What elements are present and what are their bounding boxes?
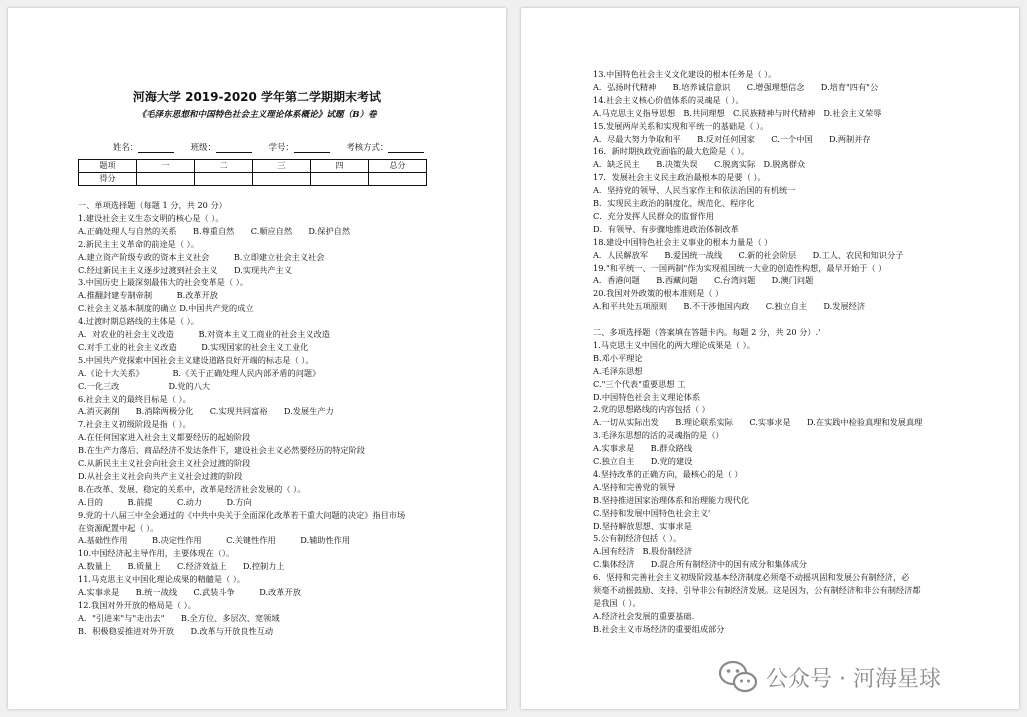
exam-text-line: C.从新民主主义社会向社会主义社会过渡的阶段 (78, 458, 251, 468)
exam-text-line: A.一切从实际出发 B.理论联系实际 C.实事求是 D.在实践中检验真理和发展真理 (593, 417, 923, 428)
exam-text-line: 4.过渡时期总路线的主体是（ ）。 (78, 316, 199, 327)
exam-text-line: 11.马克思主义中国化理论成果的精髓是（ ）。 (78, 574, 246, 585)
exam-text-line: B.社会主义市场经济的重要组成部分 (593, 623, 725, 634)
exam-page-left (8, 8, 506, 709)
exam-text-line: A．"引进来"与"走出去" B.全方位、多层次、宽领域 (78, 612, 280, 623)
exam-text-line: C.独立自主 D.党的建设 (593, 456, 693, 466)
score-header-cell: 二 (195, 160, 253, 173)
score-row-label: 得分 (79, 173, 137, 186)
exam-text-line: D．有领导、有步骤地推进政治体制改革 (593, 223, 739, 234)
exam-text-line: 二、多项选择题（答案填在答题卡内。每题 2 分，共 20 分）.' (593, 327, 821, 337)
exam-text-line: 一、单项选择题（每题 1 分，共 20 分） (78, 200, 227, 210)
exam-text-line: B．积极稳妥推进对外开放 D.改革与开放良性互动 (78, 625, 274, 636)
exam-text-line: 须毫不动摇鼓励、支持、引导非公有制经济发展。这是因为，公有制经济和非公有制经济都 (593, 585, 921, 595)
exam-text-line: 18.建设中国特色社会主义事业的根本力量是（ ） (593, 236, 773, 247)
score-header-cell: 题项 (79, 160, 137, 173)
exam-text-line: A.正确处理人与自然的关系 B.尊重自然 C.顺应自然 D.保护自然 (78, 225, 351, 236)
exam-text-line: 19."和平统一、一国两制"作为实现祖国统一大业的创造性构想，最早开始于（ ） (593, 262, 887, 273)
exam-text-line: 12.我国对外开放的格局是（ ）。 (78, 599, 196, 610)
exam-text-line: D.从社会主义社会向共产主义社会过渡的阶段 (78, 470, 243, 481)
exam-text-line: A.实事求是 B.群众路线 (593, 443, 693, 454)
exam-text-line: 1.马克思主义中国化的两大理论成果是（ ）。 (593, 339, 755, 350)
class-blank (216, 143, 252, 153)
exam-text-line: A.推翻封建专制帝制 B.改革开放 (78, 290, 218, 301)
exam-text-line: A.在任何国家进入社会主义都要经历的起始阶段 (78, 432, 251, 443)
exam-text-line: B.在生产力落后、商品经济不发达条件下，建设社会主义必然要经历的特定阶段 (78, 445, 365, 456)
watermark (718, 660, 941, 694)
exam-text-line: 在资源配置中起（ ）。 (78, 522, 159, 533)
info-label-class: 班级： (190, 142, 216, 152)
exam-text-line: 1.建设社会主义生态文明的核心是（ ）。 (78, 212, 224, 223)
exam-text-line: 20.我国对外政策的根本准则是（ ） (593, 288, 724, 299)
exam-text-line: C．充分发挥人民群众的监督作用 (593, 210, 714, 221)
exam-text-line: A.消灭剥削 B.消除两极分化 C.实现共同富裕 D.发展生产力 (78, 406, 334, 417)
exam-text-line: C."三个代表"重要思想 工 (593, 378, 686, 389)
exam-text-line: 10.中国经济起主导作用，主要体现在（）。 (78, 548, 235, 559)
exam-text-line: A.和平共处五项原则 B.不干涉他国内政 C.独立自主 D.发展经济 (593, 301, 866, 312)
score-table-row (79, 173, 427, 186)
exam-text-line: 3.中国历史上最深刻最伟大的社会变革是（ ）。 (78, 277, 249, 288)
info-label-id: 学号： (268, 142, 294, 152)
exam-text-line: D.中国特色社会主义理论体系 (593, 391, 701, 402)
exam-text-line: A.数量上 B.质量上 C.经济效益上 D.控制力上 (78, 561, 285, 572)
exam-text-line: A．弘扬时代精神 B.培养诚信意识 C.增强理想信念 D.培育"四有"公 (593, 81, 879, 92)
exam-text-line: D.坚持解放思想、实事求是 (593, 520, 692, 531)
score-cell (369, 173, 427, 186)
method-blank (388, 143, 424, 153)
exam-text-line: 2.党的思想路线的内容包括（ ） (593, 404, 710, 415)
id-blank (294, 143, 330, 153)
score-cell (137, 173, 195, 186)
score-cell (253, 173, 311, 186)
exam-text-line: 6．坚持和完善社会主义初级阶段基本经济制度必须毫不动摇巩固和发展公有制经济，必 (593, 572, 910, 583)
info-label-name: 姓名： (113, 142, 139, 152)
exam-text-line: 2.新民主主义革命的前途是（ ）。 (78, 238, 199, 249)
score-header-cell: 一 (137, 160, 195, 173)
exam-text-line: A.《论十大关系》 B.《关于正确处理人民内部矛盾的问题》 (78, 367, 321, 378)
exam-text-line: 16．新时期执政党面临的最大危险是（ ）。 (593, 146, 750, 157)
exam-text-line: A.经济社会发展的重要基础. (593, 610, 695, 621)
exam-text-line: C.一化三改 D.党的八大 (78, 380, 211, 391)
exam-text-line: 7.社会主义初级阶段是指（ ）。 (78, 419, 191, 430)
watermark-text: 公众号 · 河海星球 (766, 666, 941, 692)
exam-text-line: 14.社会主义核心价值体系的灵魂是（ ）。 (593, 94, 744, 105)
exam-text-line: 13.中国特色社会主义文化建设的根本任务是（ ）。 (593, 69, 777, 79)
exam-text-line: 17．发展社会主义民主政治最根本的是要（ ）。 (593, 172, 766, 183)
exam-title: 河海大学 2019-2020 学年第二学期期末考试 (132, 90, 382, 104)
score-header-cell: 总分 (369, 160, 427, 173)
exam-text-line: A.建立资产阶级专政的资本主义社会 B.立即建立社会主义社会 (78, 251, 325, 262)
exam-text-line: B．实现民主政治的制度化、规范化、程序化 (593, 198, 755, 208)
exam-subtitle: 《毛泽东思想和中国特色社会主义理论体系概论》试题（B）卷 (137, 110, 377, 120)
score-header-cell: 三 (253, 160, 311, 173)
exam-text-line: B.邓小平理论 (593, 352, 643, 363)
exam-text-line: A.国有经济 B.股份制经济 (593, 546, 693, 557)
student-info-line (113, 141, 438, 153)
exam-text-line: A.基础性作用 B.决定性作用 C.关键性作用 D.辅助性作用 (78, 535, 351, 546)
exam-text-line: A.毛泽东思想 (593, 365, 643, 376)
exam-text-line: A．坚持党的领导、人民当家作主和依法治国的有机统一 (593, 185, 796, 196)
wechat-icon (718, 660, 758, 694)
score-table (78, 159, 427, 186)
exam-text-line: 6.社会主义的最终目标是（ ）。 (78, 393, 191, 404)
exam-text-line: A.坚持和完善党的领导 (593, 481, 676, 492)
exam-text-line: A.马克思主义指导思想 B.共同理想 C.民族精神与时代精神 D.社会主义荣辱 (593, 107, 882, 118)
exam-text-line: 9.党的十八届三中全会通过的《中共中央关于全面深化改革若干重大问题的决定》指目市场 (78, 509, 406, 520)
score-cell (195, 173, 253, 186)
exam-text-line: C.社会主义基本制度的确立 D.中国共产党的成立 (78, 303, 254, 314)
exam-text-line: A．缺乏民主 B.决策失误 C.脱离实际 D.脱离群众 (593, 159, 806, 170)
score-table-header (79, 160, 427, 173)
exam-text-line: A．香港问题 B.西藏问题 C.台湾问题 D.澳门问题 (593, 275, 814, 286)
score-header-cell: 四 (311, 160, 369, 173)
exam-text-line: 5.公有制经济包括（ ）。 (593, 533, 682, 544)
info-label-method: 考核方式： (346, 142, 389, 152)
exam-text-line: A．对农业的社会主义改造 B.对资本主义工商业的社会主义改造 (78, 329, 330, 339)
exam-text-line: 15.发展两岸关系和实现和平统一的基础是（ ）。 (593, 120, 769, 131)
exam-text-line: B.坚持推进国家治理体系和治理能力现代化 (593, 494, 749, 505)
exam-text-line: A．人民解放军 B.爱国统一战线 C.新的社会阶层 D.工人、农民和知识分子 (593, 249, 904, 260)
exam-text-line: A.实事求是 B.统一战线 C.武装斗争 D.改革开放 (78, 587, 301, 597)
exam-text-line: C.经过新民主主义逐步过渡到社会主义 D.实现共产主义 (78, 264, 292, 275)
name-blank (138, 143, 174, 153)
exam-text-line: 8.在改革、发展、稳定的关系中，改革是经济社会发展的（ ）。 (78, 483, 306, 494)
exam-page-right (521, 8, 1019, 709)
exam-text-line: A.目的 B.前提 C.动力 D.方向 (78, 496, 252, 507)
exam-text-line: C.对手工业的社会主义改造 D.实现国家的社会主义工业化 (78, 341, 309, 352)
exam-text-line: 3.毛泽东思想的活的灵魂指的是（） (593, 430, 724, 441)
score-cell (311, 173, 369, 186)
exam-text-line: A．尽最大努力争取和平 B.反对任何国家 C.一个中国 D.两制并存 (593, 133, 871, 144)
exam-text-line: C.坚持和发展中国特色社会主义' (593, 507, 711, 518)
exam-text-line: 5.中国共产党探索中国社会主义建设道路良好开端的标志是（ ）。 (78, 354, 314, 365)
exam-text-line: 4.坚持改革的正确方向，最核心的是（ ） (593, 468, 743, 479)
exam-text-line: 是我国（ ）。 (593, 597, 641, 608)
exam-text-line: C.集体经济 D.混合所有制经济中的国有成分和集体成分 (593, 559, 807, 570)
